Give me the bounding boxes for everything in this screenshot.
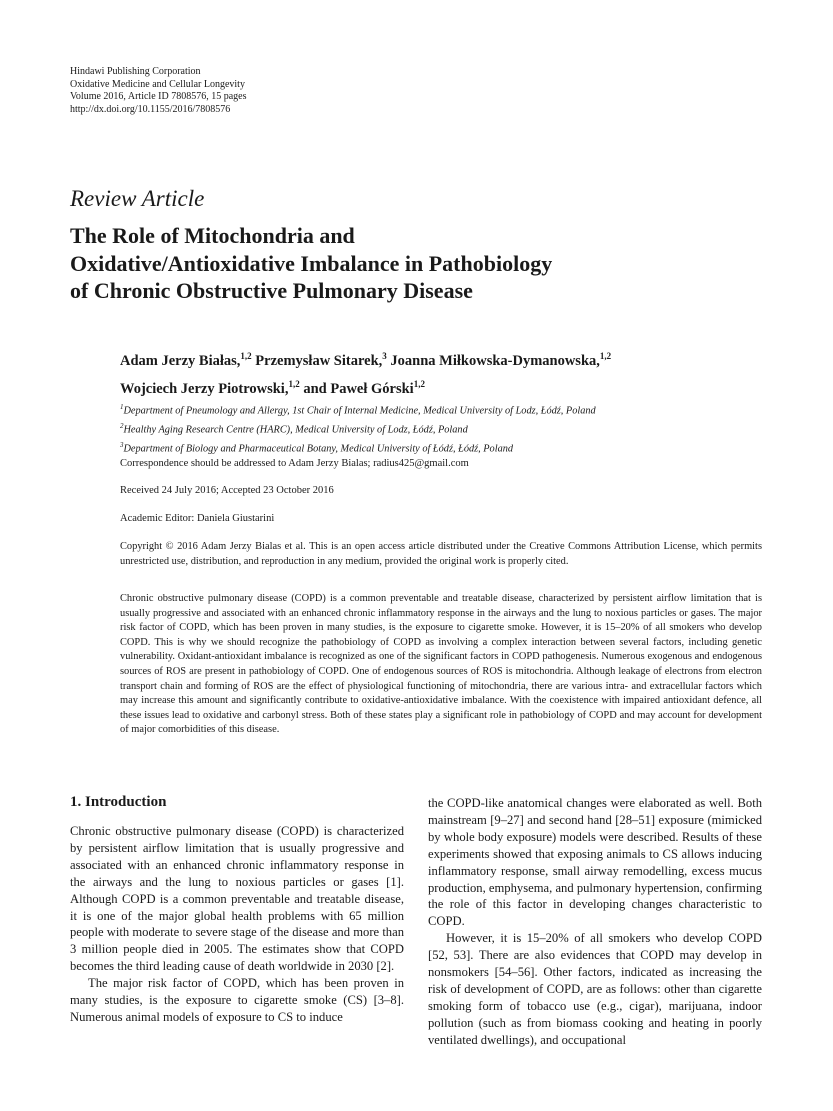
paragraph: the COPD-like anatomical changes were elaborated as well. Both mainstream [9–27] and second hand [28–51] exposure (mimicked by whole body exposure) models were described. Results of these experiments showed that exposing animals to CS allows inducing inflammatory response, small airway remodelling, excess mucus production, emphysema, and pulmonary hypertension, confirming the role of this factor in developing changes characteristic to COPD.: [428, 796, 762, 929]
journal-name: Oxidative Medicine and Cellular Longevity: [70, 78, 245, 90]
author: Adam Jerzy Białas,$^{1,2}$: [120, 351, 252, 369]
author: Joanna Miłkowska-Dymanowska,$^{1,2}$: [390, 351, 612, 369]
author-list: [120, 345, 780, 401]
affiliation: $^3$Department of Biology and Pharmaceutical Botany, Medical University of Łódź, Łódź, Poland: [120, 440, 514, 455]
volume-info: Volume 2016, Article ID 7808576, 15 pages: [70, 91, 247, 102]
journal-header: [70, 66, 246, 116]
author: Wojciech Jerzy Piotrowski,$^{1,2}$: [120, 378, 300, 397]
doi-link[interactable]: http://dx.doi.org/10.1155/2016/7808576: [70, 103, 231, 115]
paragraph: However, it is 15–20% of all smokers who develop COPD [52, 53]. There are also evidences that COPD may develop in nonsmokers [54–56]. Other factors, indicated as increasing the risk of development of COPD, are as follows: other than cigarette smoking form of tobacco use (e.g., cigar), marijuana, indoor pollution (such as from biomass cooking and heating in poorly ventilated dwellings), and occupational: [428, 931, 762, 1047]
left-column: [70, 823, 404, 1026]
paragraph: Chronic obstructive pulmonary disease (COPD) is characterized by persistent airflow limitation that is usually progressive and associated with an enhanced chronic inflammatory response in the airways and the lung to noxious particles or gases [1]. Although COPD is a common preventable and treatable disease, it is one of the major global health problems with 65 million people with moderate to severe stage of the disease and more than 3 million people died in 2005. The estimates show that COPD becomes the third leading cause of death worldwide in 2030 [2].: [70, 824, 404, 974]
title-line: of Chronic Obstructive Pulmonary Disease: [70, 278, 473, 303]
title-line: The Role of Mitochondria and: [70, 223, 355, 248]
publisher: Hindawi Publishing Corporation: [70, 66, 201, 77]
right-column: [428, 795, 762, 1049]
affiliations: [120, 400, 596, 457]
article-title: [70, 222, 770, 305]
author: Przemysław Sitarek,$^3$: [255, 351, 387, 369]
title-line: Oxidative/Antioxidative Imbalance in Pathobiology: [70, 250, 553, 276]
correspondence: Correspondence should be addressed to Adam Jerzy Bialas; radius425@gmail.com: [120, 458, 469, 469]
academic-editor: Academic Editor: Daniela Giustarini: [120, 513, 275, 524]
article-type: Review Article: [70, 186, 205, 211]
author: and Paweł Górski$^{1,2}$: [303, 378, 425, 397]
dates: Received 24 July 2016; Accepted 23 October 2016: [120, 485, 334, 496]
copyright: Copyright © 2016 Adam Jerzy Bialas et al. This is an open access article distributed under the Creative Commons Attribution License, which permits unrestricted use, distribution, and reproduction in any medium, provided the original work is properly cited.: [120, 541, 762, 567]
paragraph: The major risk factor of COPD, which has been proven in many studies, is the exposure to cigarette smoke (CS) [3–8]. Numerous animal models of exposure to CS to induce: [70, 976, 404, 1024]
affiliation: $^2$Healthy Aging Research Centre (HARC), Medical University of Lodz, Łódź, Poland: [120, 421, 468, 436]
affiliation: $^1$Department of Pneumology and Allergy, 1st Chair of Internal Medicine, Medical University of Lodz, Łódź, Poland: [120, 403, 596, 417]
section-heading: 1. Introduction: [70, 794, 167, 810]
abstract: Chronic obstructive pulmonary disease (COPD) is a common preventable and treatable disease, characterized by persistent airflow limitation that is usually progressive and associated with an enhanced chronic inflammatory response in the airways and the lung to noxious particles or gases. The major risk factor of COPD, which has been proven in many studies, is the exposure to cigarette smoke. However, it is 15–20% of all smokers who develop COPD. This is why we should recognize the pathobiology of COPD as involving a complex interaction between several factors, including genetic vulnerability. Oxidant-antioxidant imbalance is recognized as one of the significant factors in COPD pathogenesis. Numerous exogenous and endogenous sources of ROS are present in pathobiology of COPD. One of endogenous sources of ROS is mitochondria. Although leakage of electrons from electron transport chain and forming of ROS are the effect of physiological functioning of mitochondria, there are various intra- and extracellular factors which may increase this amount and significantly contribute to oxidative-antioxidative imbalance. With the coexistence with impaired antioxidant defence, all these issues lead to oxidative and carbonyl stress. Both of these states play a significant role in pathobiology of COPD and may account for development of major comorbidities of this disease.: [120, 593, 762, 736]
